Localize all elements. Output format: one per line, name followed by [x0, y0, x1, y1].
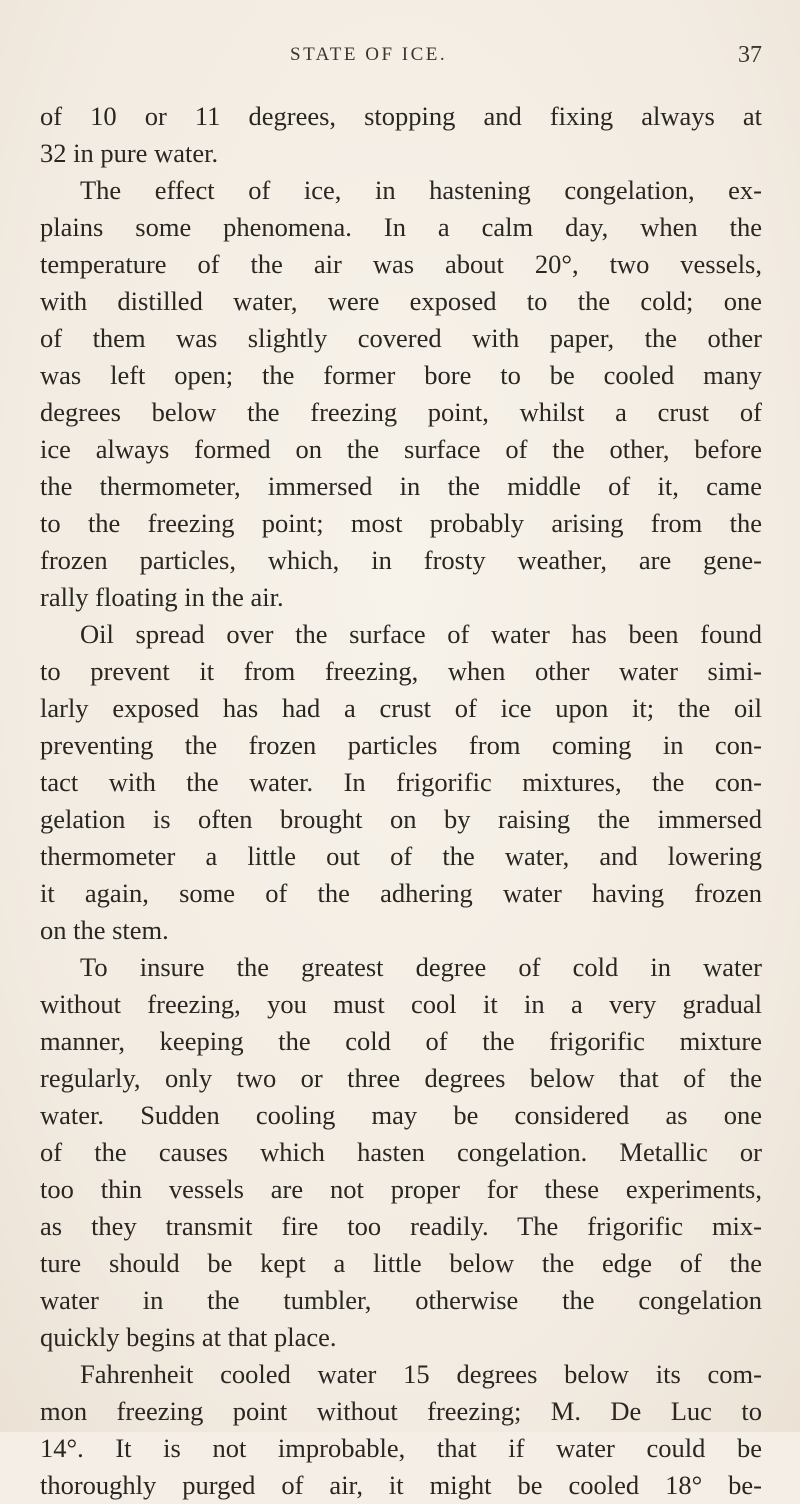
text-line: Fahrenheit cooled water 15 degrees below its com-: [80, 1359, 762, 1389]
running-title: STATE OF ICE.: [290, 44, 448, 65]
paragraph: [40, 98, 762, 172]
text-line: of the causes which hasten congelation. Metallic or: [40, 1137, 762, 1167]
text-line: was left open; the former bore to be cooled many: [40, 360, 762, 390]
text-line: without freezing, you must cool it in a very gradual: [40, 989, 762, 1019]
text-line: thoroughly purged of air, it might be cooled 18° be-: [40, 1470, 762, 1500]
paragraph: [40, 616, 762, 949]
text-line: frozen particles, which, in frosty weather, are gene-: [40, 545, 762, 575]
text-line: The effect of ice, in hastening congelation, ex-: [80, 175, 762, 205]
text-line: of them was slightly covered with paper, the other: [40, 323, 762, 353]
text-line: tact with the water. In frigorific mixtures, the con-: [40, 767, 762, 797]
text-line: quickly begins at that place.: [40, 1322, 337, 1352]
text-line: rally floating in the air.: [40, 582, 284, 612]
text-line: 14°. It is not improbable, that if water could be: [40, 1433, 762, 1463]
text-line: it again, some of the adhering water having frozen: [40, 878, 762, 908]
text-line: too thin vessels are not proper for these experiments,: [40, 1174, 762, 1204]
text-line: degrees below the freezing point, whilst a crust of: [40, 397, 762, 427]
text-line: larly exposed has had a crust of ice upon it; the oil: [40, 693, 762, 723]
text-line: on the stem.: [40, 915, 169, 945]
text-line: To insure the greatest degree of cold in water: [80, 952, 762, 982]
text-line: 32 in pure water.: [40, 138, 219, 168]
text-line: to prevent it from freezing, when other water simi-: [40, 656, 762, 686]
text-line: preventing the frozen particles from coming in con-: [40, 730, 762, 760]
text-line: temperature of the air was about 20°, two vessels,: [40, 249, 762, 279]
text-line: ice always formed on the surface of the other, before: [40, 434, 762, 464]
text-line: regularly, only two or three degrees below that of the: [40, 1063, 762, 1093]
running-head: [0, 44, 800, 84]
text-line: gelation is often brought on by raising the immersed: [40, 804, 762, 834]
text-line: the thermometer, immersed in the middle of it, came: [40, 471, 762, 501]
text-line: as they transmit fire too readily. The frigorific mix-: [40, 1211, 762, 1241]
text-line: ture should be kept a little below the edge of the: [40, 1248, 762, 1278]
paragraph: [40, 1356, 762, 1504]
paragraph: [40, 949, 762, 1356]
page-number: 37: [738, 42, 762, 68]
text-line: mon freezing point without freezing; M. De Luc to: [40, 1396, 762, 1426]
text-line: plains some phenomena. In a calm day, when the: [40, 212, 762, 242]
text-line: manner, keeping the cold of the frigorific mixture: [40, 1026, 762, 1056]
text-line: thermometer a little out of the water, and lowering: [40, 841, 762, 871]
text-line: water in the tumbler, otherwise the congelation: [40, 1285, 762, 1315]
text-line: water. Sudden cooling may be considered as one: [40, 1100, 762, 1130]
text-line: Oil spread over the surface of water has been found: [80, 619, 762, 649]
paragraph: [40, 172, 762, 616]
text-line: to the freezing point; most probably arising from the: [40, 508, 762, 538]
text-line: with distilled water, were exposed to the cold; one: [40, 286, 762, 316]
body-text: [40, 98, 762, 1504]
text-line: of 10 or 11 degrees, stopping and fixing always at: [40, 101, 762, 131]
